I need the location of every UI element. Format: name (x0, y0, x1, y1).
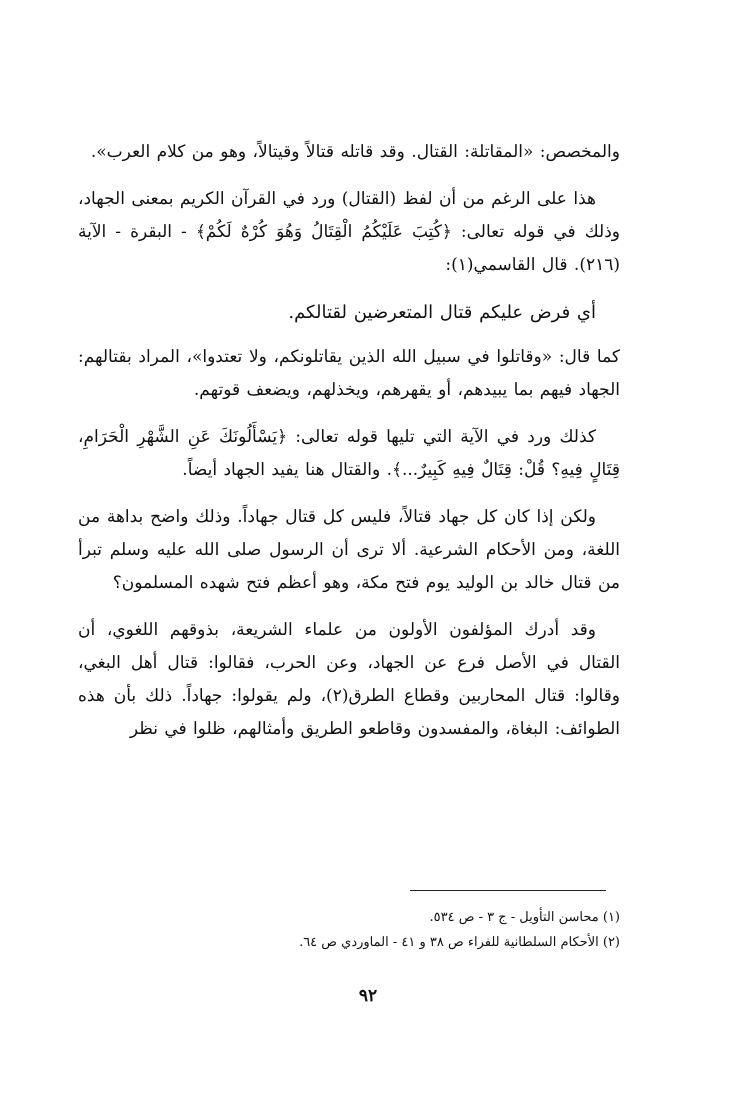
footnote-2: (٢) الأحكام السلطانية للفراء ص ٣٨ و ٤١ - الماوردي ص ٦٤. (299, 935, 620, 950)
main-text (78, 136, 620, 760)
footnote-divider (410, 890, 606, 891)
paragraph-quran-reference: هذا على الرغم من أن لفظ (القتال) ورد في القرآن الكريم بمعنى الجهاد، وذلك في قوله تعالى: ﴿كُتِبَ عَلَيْكُمُ الْقِتَالُ وَهُوَ كُرْهٌ لَكُمْ﴾ - البقرة - الآية (٢١٦). قال القاسمي(١): (78, 189, 620, 275)
footnote-1: (١) محاسن التأويل - ج ٣ - ص ٥٣٤. (429, 910, 620, 925)
page-number: ٩٢ (358, 986, 378, 1006)
footnotes (78, 905, 620, 955)
paragraph-qasimi-quote: أي فرض عليكم قتال المتعرضين لقتالكم. (288, 302, 596, 323)
paragraph-following-verse: كذلك ورد في الآية التي تليها قوله تعالى: ﴿يَسْأَلُونَكَ عَنِ الشَّهْرِ الْحَرَامِ، قِتَالٍ فِيهِ؟ قُلْ: قِتَالٌ فِيهِ كَبِيرٌ...﴾. والقتال هنا يفيد الجهاد أيضاً. (78, 427, 620, 480)
paragraph-jihad-distinction: ولكن إذا كان كل جهاد قتالاً، فليس كل قتال جهاداً. وذلك واضح بداهة من اللغة، ومن الأحكام الشرعية. ألا ترى أن الرسول صلى الله عليه وسلم تبرأ من قتال خالد بن الوليد يوم فتح مكة، وهو أعظم فتح شهده المسلمون؟ (78, 507, 620, 593)
paragraph-definition: والمخصص: «المقاتلة: القتال. وقد قاتله قتالاً وقيتالاً، وهو من كلام العرب». (90, 142, 620, 162)
paragraph-fighting-meaning: كما قال: «وقاتلوا في سبيل الله الذين يقاتلونكم، ولا تعتدوا»، المراد بقتالهم: الجهاد فيهم بما يبيدهم، أو يقهرهم، ويخذلهم، ويضعف قوتهم. (78, 347, 620, 400)
paragraph-scholars: وقد أدرك المؤلفون الأولون من علماء الشريعة، بذوقهم اللغوي، أن القتال في الأصل فرع عن الجهاد، وعن الحرب، فقالوا: قتال أهل البغي، وقالوا: قتال المحاربين وقطاع الطرق(٢)، ولم يقولوا: جهاداً. ذلك بأن هذه الطوائف: البغاة، والمفسدون وقاطعو الطريق وأمثالهم، ظلوا في نظر (78, 620, 620, 739)
